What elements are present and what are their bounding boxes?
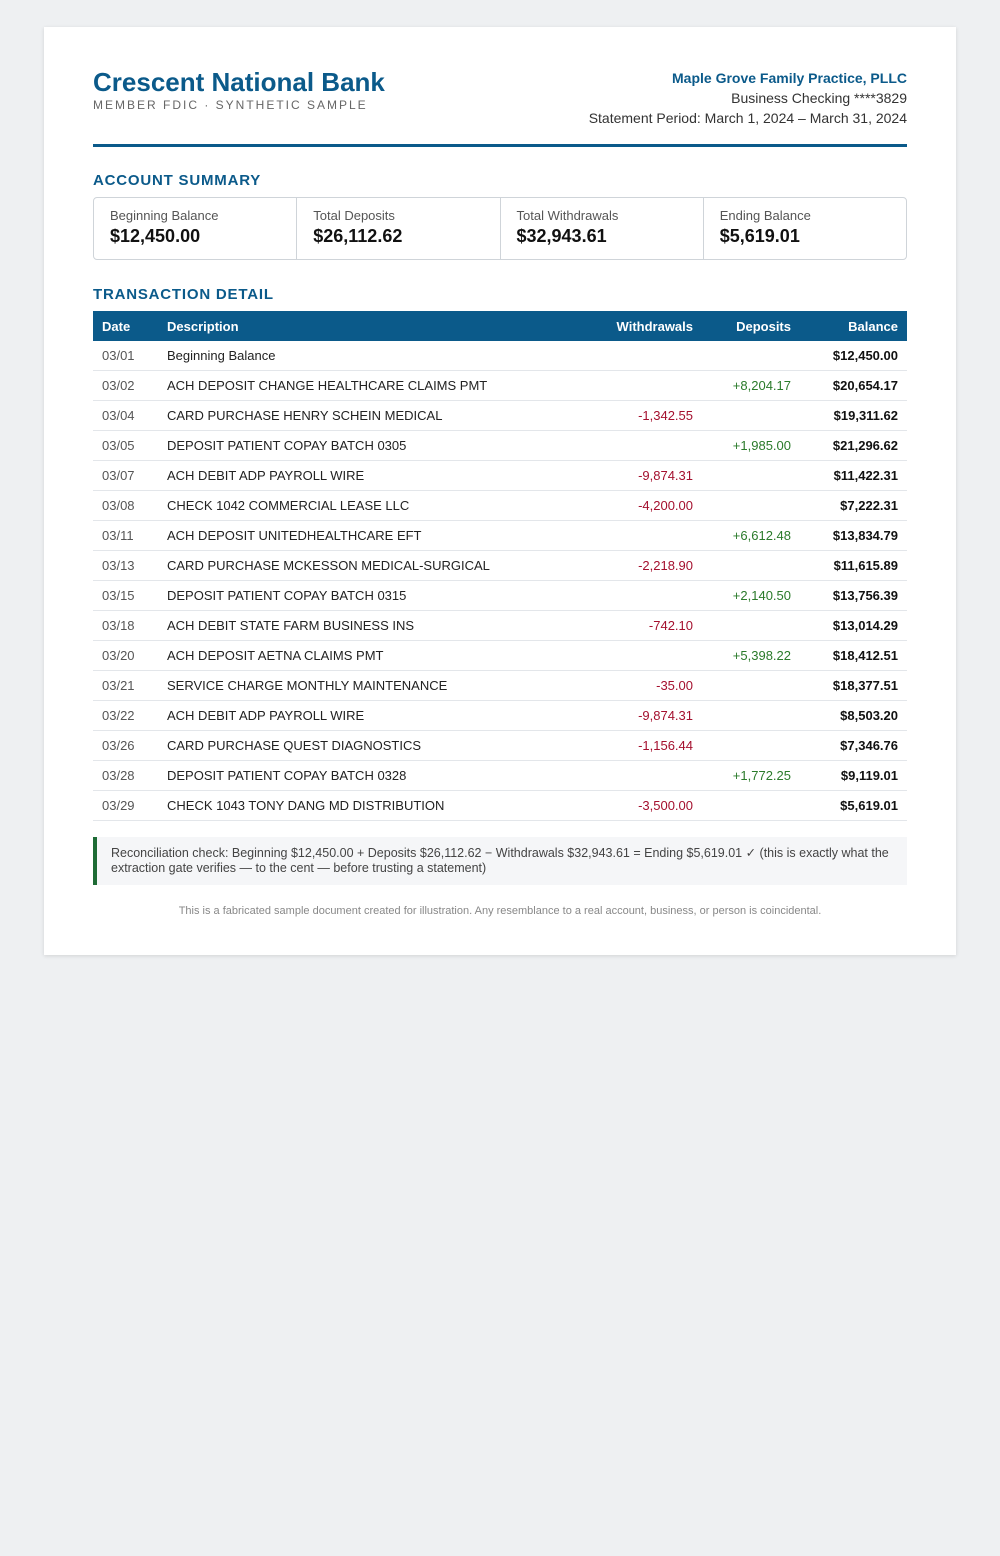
- transaction-balance: $7,346.76: [800, 731, 907, 761]
- transaction-balance: $12,450.00: [800, 341, 907, 371]
- transaction-date: 03/15: [93, 581, 158, 611]
- transaction-date: 03/29: [93, 791, 158, 821]
- table-row: [93, 341, 907, 371]
- transaction-date: 03/18: [93, 611, 158, 641]
- table-row: [93, 671, 907, 701]
- column-header-balance: Balance: [848, 318, 898, 334]
- statement-period: Statement Period: March 1, 2024 – March 31, 2024: [588, 110, 907, 126]
- transaction-deposit: +2,140.50: [702, 581, 800, 611]
- transaction-withdrawal: [584, 341, 702, 371]
- transaction-date: 03/05: [93, 431, 158, 461]
- statement-header: [93, 27, 907, 133]
- bank-name: Crescent National Bank: [93, 67, 385, 97]
- transaction-balance: $20,654.17: [800, 371, 907, 401]
- table-row: [93, 401, 907, 431]
- header-divider: [93, 144, 907, 147]
- transaction-balance: $18,377.51: [800, 671, 907, 701]
- transaction-withdrawal: -9,874.31: [584, 461, 702, 491]
- transaction-deposit: [702, 341, 800, 371]
- transaction-date: 03/13: [93, 551, 158, 581]
- reconciliation-note: Reconciliation check: Beginning $12,450.00 + Deposits $26,112.62 − Withdrawals $32,943.61 = Ending $5,619.01 ✓ (this is exactly what the extraction gate verifies — to the cent — before trusting a statement): [93, 837, 907, 885]
- account-summary-title: ACCOUNT SUMMARY: [93, 172, 262, 189]
- transaction-description: Beginning Balance: [158, 341, 584, 371]
- transaction-date: 03/01: [93, 341, 158, 371]
- summary-value: $12,450.00: [110, 226, 201, 246]
- transaction-withdrawal: -4,200.00: [584, 491, 702, 521]
- transaction-deposit: [702, 731, 800, 761]
- transaction-description: ACH DEPOSIT CHANGE HEALTHCARE CLAIMS PMT: [158, 371, 584, 401]
- transaction-withdrawal: -2,218.90: [584, 551, 702, 581]
- transaction-table-body: [93, 341, 907, 821]
- transaction-balance: $8,503.20: [800, 701, 907, 731]
- transaction-balance: $13,834.79: [800, 521, 907, 551]
- transaction-description: CHECK 1042 COMMERCIAL LEASE LLC: [158, 491, 584, 521]
- transaction-withdrawal: [584, 761, 702, 791]
- account-info: [589, 68, 907, 133]
- disclaimer-footer: This is a fabricated sample document created for illustration. Any resemblance to a real account, business, or person is coincidental.: [178, 905, 822, 917]
- transaction-date: 03/08: [93, 491, 158, 521]
- transaction-deposit: [702, 611, 800, 641]
- statement-page: [44, 27, 956, 955]
- transaction-date: 03/22: [93, 701, 158, 731]
- transaction-date: 03/07: [93, 461, 158, 491]
- table-row: [93, 641, 907, 671]
- table-row: [93, 431, 907, 461]
- transaction-withdrawal: -742.10: [584, 611, 702, 641]
- transaction-balance: $13,756.39: [800, 581, 907, 611]
- transaction-balance: $21,296.62: [800, 431, 907, 461]
- transaction-description: DEPOSIT PATIENT COPAY BATCH 0328: [158, 761, 584, 791]
- column-header-description: Description: [167, 318, 239, 334]
- table-row: [93, 551, 907, 581]
- header-row: [93, 311, 907, 341]
- transaction-withdrawal: -3,500.00: [584, 791, 702, 821]
- transaction-description: CARD PURCHASE HENRY SCHEIN MEDICAL: [158, 401, 584, 431]
- transaction-date: 03/26: [93, 731, 158, 761]
- bank-branding: [93, 67, 385, 133]
- transaction-balance: $11,422.31: [800, 461, 907, 491]
- transaction-withdrawal: [584, 581, 702, 611]
- transaction-description: ACH DEBIT STATE FARM BUSINESS INS: [158, 611, 584, 641]
- table-row: [93, 611, 907, 641]
- transaction-deposit: +1,985.00: [702, 431, 800, 461]
- transaction-balance: $7,222.31: [800, 491, 907, 521]
- transaction-deposit: [702, 671, 800, 701]
- transaction-deposit: [702, 401, 800, 431]
- summary-value: $32,943.61: [516, 226, 607, 246]
- transaction-date: 03/21: [93, 671, 158, 701]
- transaction-deposit: [702, 791, 800, 821]
- transaction-balance: $11,615.89: [800, 551, 907, 581]
- transaction-date: 03/02: [93, 371, 158, 401]
- table-row: [93, 521, 907, 551]
- transaction-deposit: +6,612.48: [702, 521, 800, 551]
- transaction-date: 03/04: [93, 401, 158, 431]
- transaction-description: ACH DEPOSIT AETNA CLAIMS PMT: [158, 641, 584, 671]
- transaction-balance: $5,619.01: [800, 791, 907, 821]
- transaction-withdrawal: [584, 641, 702, 671]
- transaction-description: CHECK 1043 TONY DANG MD DISTRIBUTION: [158, 791, 584, 821]
- transaction-detail-title: TRANSACTION DETAIL: [93, 286, 274, 303]
- account-summary: [93, 197, 907, 260]
- table-row: [93, 581, 907, 611]
- transaction-balance: $19,311.62: [800, 401, 907, 431]
- transaction-description: DEPOSIT PATIENT COPAY BATCH 0315: [158, 581, 584, 611]
- transaction-description: ACH DEPOSIT UNITEDHEALTHCARE EFT: [158, 521, 584, 551]
- transaction-date: 03/11: [93, 521, 158, 551]
- transaction-description: CARD PURCHASE MCKESSON MEDICAL-SURGICAL: [158, 551, 584, 581]
- transaction-balance: $9,119.01: [800, 761, 907, 791]
- summary-label: Total Withdrawals: [516, 208, 619, 223]
- transaction-table: [93, 311, 907, 821]
- summary-cell-beginning-balance: [94, 198, 297, 259]
- column-header-date: Date: [102, 318, 131, 334]
- transaction-balance: $13,014.29: [800, 611, 907, 641]
- table-row: [93, 761, 907, 791]
- table-row: [93, 791, 907, 821]
- transaction-deposit: [702, 551, 800, 581]
- transaction-withdrawal: -9,874.31: [584, 701, 702, 731]
- transaction-date: 03/20: [93, 641, 158, 671]
- transaction-description: SERVICE CHARGE MONTHLY MAINTENANCE: [158, 671, 584, 701]
- transaction-description: ACH DEBIT ADP PAYROLL WIRE: [158, 701, 584, 731]
- transaction-date: 03/28: [93, 761, 158, 791]
- account-type: Business Checking ****3829: [731, 90, 907, 106]
- transaction-deposit: [702, 701, 800, 731]
- table-row: [93, 371, 907, 401]
- transaction-withdrawal: [584, 371, 702, 401]
- summary-cell-total-withdrawals: [501, 198, 704, 259]
- bank-subtitle: MEMBER FDIC · SYNTHETIC SAMPLE: [93, 98, 368, 112]
- transaction-withdrawal: [584, 521, 702, 551]
- summary-cell-ending-balance: [704, 198, 906, 259]
- transaction-deposit: [702, 491, 800, 521]
- column-header-withdrawals: Withdrawals: [616, 318, 693, 334]
- transaction-deposit: +5,398.22: [702, 641, 800, 671]
- account-holder: Maple Grove Family Practice, PLLC: [672, 70, 907, 86]
- transaction-withdrawal: -1,342.55: [584, 401, 702, 431]
- summary-label: Beginning Balance: [110, 208, 219, 223]
- transaction-description: DEPOSIT PATIENT COPAY BATCH 0305: [158, 431, 584, 461]
- transaction-deposit: +1,772.25: [702, 761, 800, 791]
- transaction-description: CARD PURCHASE QUEST DIAGNOSTICS: [158, 731, 584, 761]
- table-row: [93, 491, 907, 521]
- transaction-balance: $18,412.51: [800, 641, 907, 671]
- table-row: [93, 731, 907, 761]
- transaction-withdrawal: -1,156.44: [584, 731, 702, 761]
- column-header-deposits: Deposits: [736, 318, 791, 334]
- transaction-withdrawal: [584, 431, 702, 461]
- summary-value: $26,112.62: [313, 226, 403, 246]
- transaction-deposit: [702, 461, 800, 491]
- summary-label: Total Deposits: [313, 208, 395, 223]
- transaction-description: ACH DEBIT ADP PAYROLL WIRE: [158, 461, 584, 491]
- transaction-table-header: [93, 311, 907, 341]
- table-row: [93, 461, 907, 491]
- transaction-withdrawal: -35.00: [584, 671, 702, 701]
- summary-value: $5,619.01: [719, 226, 800, 246]
- transaction-deposit: +8,204.17: [702, 371, 800, 401]
- table-row: [93, 701, 907, 731]
- summary-label: Ending Balance: [719, 208, 811, 223]
- summary-cell-total-deposits: [297, 198, 500, 259]
